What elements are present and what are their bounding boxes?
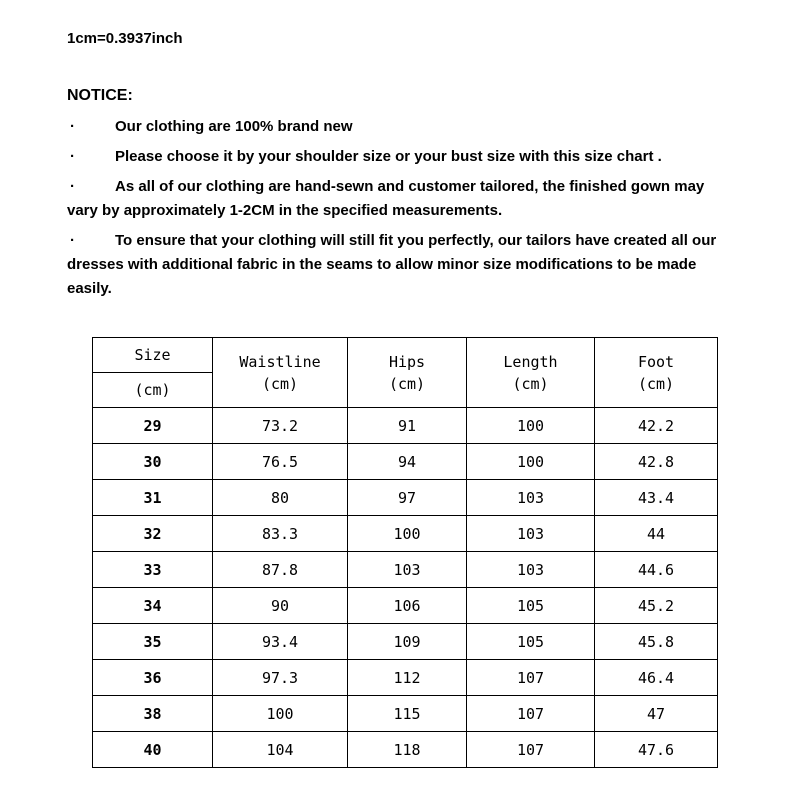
table-cell: 47.6 [595, 732, 718, 768]
cell-size: 34 [93, 588, 213, 624]
table-cell: 43.4 [595, 480, 718, 516]
table-cell: 45.8 [595, 624, 718, 660]
cell-size: 33 [93, 552, 213, 588]
table-row [93, 480, 718, 516]
table-cell: 107 [467, 732, 595, 768]
table-row [93, 408, 718, 444]
table-cell: 112 [348, 660, 467, 696]
notice-bullet-text: Please choose it by your shoulder size or your bust size with this size chart . [115, 148, 662, 165]
size-chart-body [93, 408, 718, 768]
size-chart-header [93, 338, 718, 408]
cell-size: 40 [93, 732, 213, 768]
header-cell-unit: (cm) [512, 374, 549, 393]
table-cell: 103 [348, 552, 467, 588]
table-cell: 83.3 [213, 516, 348, 552]
notice-bullet-text: Our clothing are 100% brand new [115, 118, 353, 135]
table-row [93, 516, 718, 552]
table-row [93, 732, 718, 768]
table-row [93, 444, 718, 480]
table-cell: 105 [467, 624, 595, 660]
notice-bullet-list [67, 115, 733, 301]
table-cell: 44.6 [595, 552, 718, 588]
header-cell-waistline [213, 338, 348, 408]
bullet-dot-icon: · [70, 148, 75, 165]
header-cell-length [467, 338, 595, 408]
header-cell-unit: (cm) [388, 374, 426, 393]
table-cell: 103 [467, 480, 595, 516]
notice-bullet-item [67, 175, 733, 223]
cell-size: 30 [93, 444, 213, 480]
table-cell: 115 [348, 696, 467, 732]
table-cell: 100 [467, 408, 595, 444]
header-cell-label: Length [503, 352, 558, 371]
table-cell: 103 [467, 516, 595, 552]
table-cell: 97 [348, 480, 467, 516]
header-cell-label: Foot [637, 352, 675, 371]
notice-bullet-text: As all of our clothing are hand-sewn and customer tailored, the finished gown may vary by approximately 1-2CM in the specified measurements. [67, 178, 705, 219]
bullet-dot-icon: · [70, 178, 75, 195]
table-cell: 44 [595, 516, 718, 552]
notice-bullet-item [67, 115, 733, 139]
header-cell-hips [348, 338, 467, 408]
cell-size: 31 [93, 480, 213, 516]
table-cell: 97.3 [213, 660, 348, 696]
table-row [93, 660, 718, 696]
table-row [93, 624, 718, 660]
table-cell: 73.2 [213, 408, 348, 444]
table-cell: 109 [348, 624, 467, 660]
header-cell-label: Hips [388, 352, 426, 371]
cell-size: 29 [93, 408, 213, 444]
header-cell-label: Waistline [239, 352, 321, 371]
table-cell: 80 [213, 480, 348, 516]
header-cell-size-unit: (cm) [93, 373, 213, 408]
table-cell: 107 [467, 660, 595, 696]
header-cell-foot [595, 338, 718, 408]
table-row [93, 588, 718, 624]
header-cell-size-label: Size [93, 338, 213, 373]
notice-bullet-text: To ensure that your clothing will still fit you perfectly, our tailors have created all our dresses with additional fabric in the seams to allow minor size modifications to be made easily. [67, 232, 717, 297]
table-cell: 47 [595, 696, 718, 732]
bullet-dot-icon: · [70, 232, 75, 249]
cell-size: 32 [93, 516, 213, 552]
table-cell: 46.4 [595, 660, 718, 696]
conversion-note: 1cm=0.3937inch [67, 30, 183, 47]
table-cell: 100 [348, 516, 467, 552]
table-cell: 91 [348, 408, 467, 444]
table-cell: 105 [467, 588, 595, 624]
header-row-top [93, 338, 718, 373]
bullet-dot-icon: · [70, 118, 75, 135]
table-cell: 87.8 [213, 552, 348, 588]
table-cell: 106 [348, 588, 467, 624]
table-cell: 90 [213, 588, 348, 624]
table-cell: 42.8 [595, 444, 718, 480]
table-cell: 104 [213, 732, 348, 768]
size-chart-table [92, 337, 718, 768]
table-cell: 94 [348, 444, 467, 480]
table-cell: 76.5 [213, 444, 348, 480]
notice-bullet-item [67, 145, 733, 169]
table-cell: 42.2 [595, 408, 718, 444]
notice-title: NOTICE: [67, 87, 133, 104]
table-cell: 100 [213, 696, 348, 732]
table-row [93, 696, 718, 732]
table-cell: 45.2 [595, 588, 718, 624]
cell-size: 36 [93, 660, 213, 696]
table-cell: 100 [467, 444, 595, 480]
cell-size: 38 [93, 696, 213, 732]
table-row [93, 552, 718, 588]
header-cell-unit: (cm) [637, 374, 675, 393]
notice-bullet-item [67, 229, 733, 301]
cell-size: 35 [93, 624, 213, 660]
table-cell: 93.4 [213, 624, 348, 660]
table-cell: 103 [467, 552, 595, 588]
table-cell: 118 [348, 732, 467, 768]
table-cell: 107 [467, 696, 595, 732]
header-cell-unit: (cm) [261, 374, 299, 393]
